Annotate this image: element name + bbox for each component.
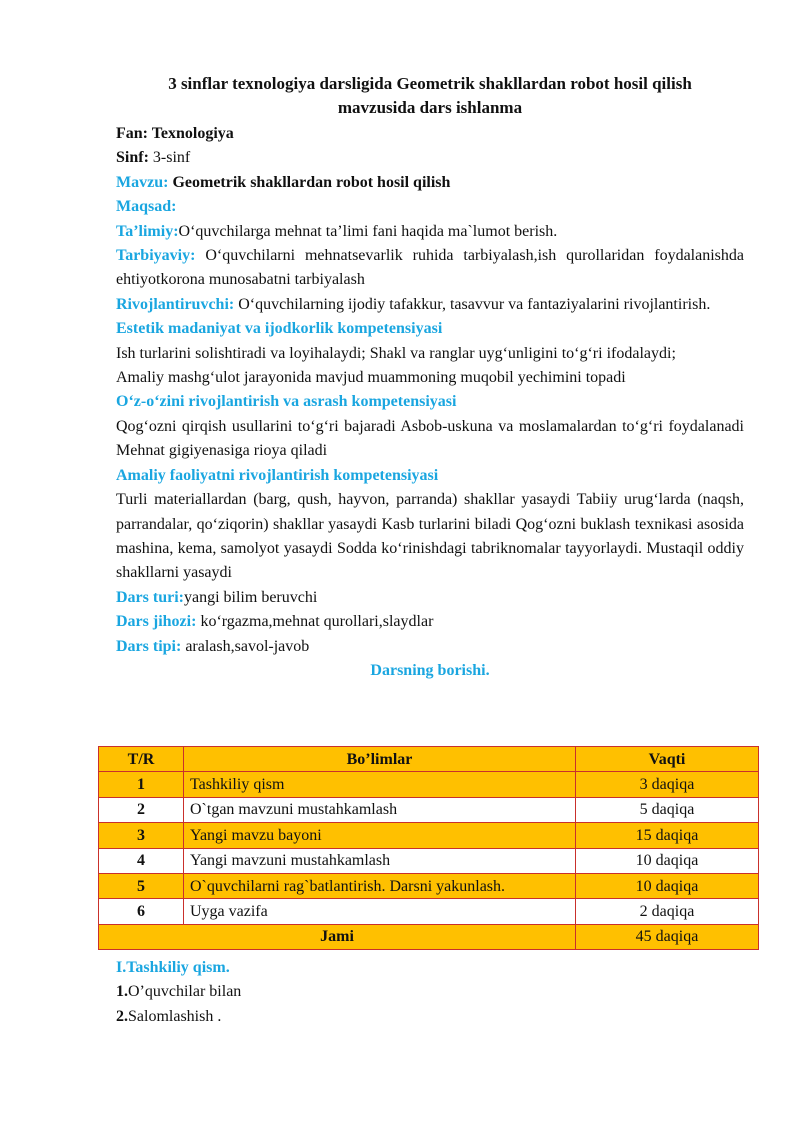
mavzu-value: Geometrik shakllardan robot hosil qilish	[168, 173, 451, 191]
table-row	[99, 873, 759, 898]
tarbiyaviy-label: Tarbiyaviy:	[116, 247, 196, 265]
amaliy-text: Turli materiallardan (barg, qush, hayvon, parranda) shakllar yasaydi Tabiiy urug‘larda (naqsh, parrandalar, qo‘ziqorin) shakllar yasaydi Kasb turlarini biladi Qog‘ozni buklash texnikasi asosida mashina, kema, samolyot yasaydi Sodda ko‘rinishdagi tabriknomalar tayyorlaydi. Mustaqil oddiy shakllarni yasaydi	[116, 491, 744, 582]
row-section: Yangi mavzuni mustahkamlash	[184, 848, 576, 873]
talimiy-label: Ta’limiy:	[116, 222, 179, 240]
table-row	[99, 797, 759, 822]
row-section: O`quvchilarni rag`batlantirish. Darsni yakunlash.	[184, 873, 576, 898]
sinf-value: 3-sinf	[148, 149, 191, 167]
mavzu-label: Mavzu:	[116, 173, 169, 191]
fan-label: Fan:	[116, 125, 148, 142]
row-section: Yangi mavzu bayoni	[184, 823, 576, 848]
maqsad-heading: Maqsad:	[116, 198, 177, 216]
total-time: 45 daqiqa	[576, 924, 759, 949]
tarbiyaviy-value: O‘quvchilarni mehnatsevarlik ruhida tarbiyalash,ish qurollaridan foydalanishda ehtiyotkorona munosabatni tarbiyalash	[116, 247, 744, 289]
ozini-text: Qog‘ozni qirqish usullarini to‘g‘ri bajaradi Asbob-uskuna va moslamalardan to‘g‘ri foydalanadi Mehnat gigiyenasiga rioya qiladi	[116, 417, 744, 460]
row-time: 15 daqiqa	[576, 823, 759, 848]
sinf-label: Sinf:	[116, 149, 149, 167]
table-row	[99, 823, 759, 848]
row-time: 10 daqiqa	[576, 848, 759, 873]
tarbiyaviy-paragraph	[116, 244, 744, 293]
dars-jihozi-value: ko‘rgazma,mehnat qurollari,slaydlar	[196, 613, 434, 631]
table-header-row	[99, 747, 759, 772]
row-number: 5	[99, 873, 184, 898]
document-body	[116, 72, 744, 683]
rivojlantiruvchi-label: Rivojlantiruvchi:	[116, 295, 235, 313]
row-number: 6	[99, 899, 184, 924]
mavzu-line	[116, 171, 744, 195]
ozini-heading: O‘z-o‘zini rivojlantirish va asrash kompetensiyasi	[116, 393, 457, 411]
row-number: 2	[99, 797, 184, 822]
section-1-heading: I.Tashkiliy qism.	[116, 959, 230, 976]
dars-jihozi-label: Dars jihozi:	[116, 613, 197, 631]
header-vaqti: Vaqti	[576, 747, 759, 772]
header-bolimlar: Bo’limlar	[184, 747, 576, 772]
talimiy-value: O‘quvchilarga mehnat ta’limi fani haqida ma`lumot berish.	[178, 222, 558, 240]
row-time: 2 daqiqa	[576, 899, 759, 924]
list-item	[116, 980, 744, 1004]
estetik-text-1: Ish turlarini solishtiradi va loyihalaydi; Shakl va ranglar uyg‘unligini to‘g‘ri ifodalaydi;	[116, 344, 676, 362]
list-item	[116, 1005, 744, 1029]
row-section: Tashkiliy qism	[184, 772, 576, 797]
row-time: 5 daqiqa	[576, 797, 759, 822]
row-section: Uyga vazifa	[184, 899, 576, 924]
item-2-text: Salomlashish .	[128, 1007, 222, 1025]
row-number: 1	[99, 772, 184, 797]
total-label: Jami	[99, 924, 576, 949]
tashkiliy-section	[116, 956, 744, 1029]
estetik-heading: Estetik madaniyat va ijodkorlik kompetensiyasi	[116, 320, 443, 338]
dars-turi-line	[116, 586, 744, 610]
row-number: 3	[99, 823, 184, 848]
rivojlantiruvchi-value: O‘quvchilarning ijodiy tafakkur, tasavvur va fantaziyalarini rivojlantirish.	[234, 295, 711, 313]
item-1-number: 1.	[116, 983, 128, 1001]
table-row	[99, 848, 759, 873]
header-tr: T/R	[99, 747, 184, 772]
dars-turi-value: yangi bilim beruvchi	[183, 588, 318, 606]
table-total-row	[99, 924, 759, 949]
row-section: O`tgan mavzuni mustahkamlash	[184, 797, 576, 822]
item-2-number: 2.	[116, 1007, 128, 1025]
sinf-line	[116, 146, 744, 170]
amaliy-heading: Amaliy faoliyatni rivojlantirish kompetensiyasi	[116, 466, 439, 484]
row-time: 10 daqiqa	[576, 873, 759, 898]
rivojlantiruvchi-paragraph	[116, 293, 744, 317]
table-row	[99, 899, 759, 924]
fan-line	[116, 122, 744, 146]
dars-jihozi-line	[116, 610, 744, 634]
dars-tipi-value: aralash,savol-javob	[181, 637, 310, 655]
lesson-plan-table	[98, 746, 759, 950]
dars-tipi-label: Dars tipi:	[116, 637, 182, 655]
row-number: 4	[99, 848, 184, 873]
fan-value: Texnologiya	[148, 125, 234, 142]
document-title	[116, 72, 744, 120]
darsning-borishi-heading: Darsning borishi.	[370, 661, 490, 679]
dars-tipi-line	[116, 635, 744, 659]
title-line-1: 3 sinflar texnologiya darsligida Geometrik shakllardan robot hosil qilish	[168, 74, 692, 93]
table-row	[99, 772, 759, 797]
item-1-text: O’quvchilar bilan	[128, 983, 242, 1001]
row-time: 3 daqiqa	[576, 772, 759, 797]
estetik-text-2: Amaliy mashg‘ulot jarayonida mavjud muammoning muqobil yechimini topadi	[116, 369, 626, 387]
dars-turi-label: Dars turi:	[116, 588, 184, 606]
talimiy-line	[116, 220, 744, 244]
title-line-2: mavzusida dars ishlanma	[337, 98, 523, 117]
